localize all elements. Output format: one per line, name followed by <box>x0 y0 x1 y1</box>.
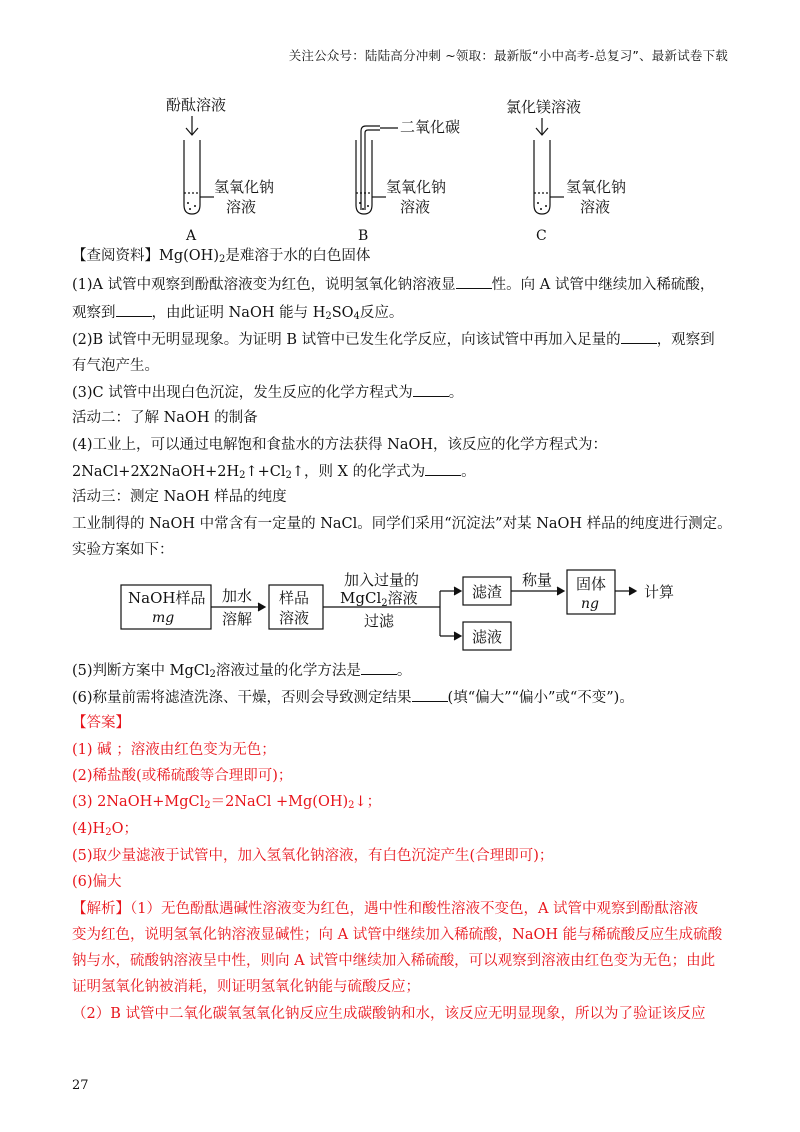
box-solution-bottom: 溶液 <box>279 609 310 627</box>
arrow1-top: 加水 <box>222 587 253 605</box>
arrow2-bottom: 过滤 <box>364 612 395 630</box>
answer-1: (1) 碱 ；溶液由红色变为无色； <box>72 742 276 758</box>
calc-label: 计算 <box>644 583 675 601</box>
q5-line: (5)判断方案中 MgCl$_2$溶液过量的化学方法是 。 <box>72 660 411 681</box>
q3-line: (3)C 试管中出现白色沉淀，发生反应的化学方程式为 。 <box>72 382 463 403</box>
activity2-line: 活动二：了解 NaOH 的制备 <box>72 410 258 426</box>
page-header: 关注公众号：陆陆高分冲刺 ~领取：最新版“小中高考-总复习”、最新试卷下载 <box>288 48 728 63</box>
label-b-side1: 氢氧化钠 <box>386 178 447 196</box>
q2-line2: 有气泡产生。 <box>72 358 159 374</box>
label-c-side2: 溶液 <box>580 198 611 216</box>
label-c-side1: 氢氧化钠 <box>566 178 627 196</box>
box-solid-label: 固体 <box>576 575 607 593</box>
explanation-3: 钠与水，硫酸钠溶液呈中性，则向 A 试管中继续加入稀硫酸，可以观察到溶液由红色变为无色；由此 <box>72 953 716 969</box>
answer-6: (6)偏大 <box>72 874 122 890</box>
box-filtrate: 滤液 <box>472 628 503 646</box>
q6-line: (6)称量前需将滤渣洗涤、干燥，否则会导致测定结果 (填“偏大”“偏小”或“不变”)。 <box>72 687 634 708</box>
explanation-5: （2）B 试管中二氧化碳氧氢氧化钠反应生成碳酸钠和水，该反应无明显现象，所以为了验证该反应 <box>72 1006 706 1022</box>
q2-line1: (2)B 试管中无明显现象。为证明 B 试管中已发生化学反应，向该试管中再加入足量的 ，观察到 <box>72 329 715 350</box>
label-b-top: 二氧化碳 <box>400 118 461 136</box>
box-residue: 滤渣 <box>472 583 503 601</box>
label-a-top: 酚酞溶液 <box>166 96 227 114</box>
box-solid-mass: ng <box>581 596 599 612</box>
q1-line2: 观察到 ，由此证明 NaOH 能与 $H_2SO_4$反应。 <box>72 302 403 323</box>
q4-line2: $2NaCl+2X2NaOH+2H_2↑+Cl_2↑$，则 X 的化学式为 。 <box>72 461 476 482</box>
answer-3: (3) 2NaOH+MgCl$_2$＝2NaCl $+Mg(OH)_2↓$； <box>72 794 382 811</box>
label-b-side2: 溶液 <box>400 198 431 216</box>
intro-line2: 实验方案如下： <box>72 542 174 558</box>
label-c-top: 氯化镁溶液 <box>506 98 582 116</box>
arrow3-label: 称量 <box>522 571 553 589</box>
arrow2-reagent: MgCl$_2$溶液 <box>340 589 418 609</box>
label-a: A <box>186 228 197 244</box>
q4-line1: (4)工业上，可以通过电解饱和食盐水的方法获得 NaOH，该反应的化学方程式为： <box>72 437 608 453</box>
label-a-side2: 溶液 <box>226 198 257 216</box>
box-solution-top: 样品 <box>279 589 310 607</box>
answer-2: (2)稀盐酸(或稀硫酸等合理即可)； <box>72 768 293 784</box>
box-sample-label: NaOH样品 <box>128 589 206 607</box>
intro-line1: 工业制得的 NaOH 中常含有一定量的 NaCl。同学们采用“沉淀法”对某 NaOH 样品的纯度进行测定。 <box>72 516 732 532</box>
q1-line1: (1)A 试管中观察到酚酞溶液变为红色，说明氢氧化钠溶液显 性。向 A 试管中继续加入稀硫酸， <box>72 274 714 295</box>
box-sample-mass: mg <box>152 610 175 626</box>
label-b: B <box>358 228 369 244</box>
page-number: 27 <box>72 1078 89 1093</box>
arrow2-top: 加入过量的 <box>344 571 420 589</box>
label-a-side1: 氢氧化钠 <box>214 178 275 196</box>
answer-4: $(4)H_2O$； <box>72 821 138 838</box>
answer-title: 【答案】 <box>72 715 130 731</box>
ref-line: 【查阅资料】$Mg(OH)_2$是难溶于水的白色固体 <box>72 248 371 265</box>
activity3-line: 活动三：测定 NaOH 样品的纯度 <box>72 489 287 505</box>
explanation-2: 变为红色，说明氢氧化钠溶液显碱性；向 A 试管中继续加入稀硫酸，NaOH 能与稀硫酸反应生成硫酸 <box>72 927 723 943</box>
arrow1-bottom: 溶解 <box>222 610 253 628</box>
explanation-4: 证明氢氧化钠被消耗，则证明氢氧化钠能与硫酸反应； <box>72 979 420 995</box>
label-c: C <box>536 228 547 244</box>
explanation-1: 【解析】（1）无色酚酞遇碱性溶液变为红色，遇中性和酸性溶液不变色，A 试管中观察到酚酞溶液 <box>72 901 699 917</box>
answer-5: (5)取少量滤液于试管中，加入氢氧化钠溶液，有白色沉淀产生(合理即可)； <box>72 848 554 864</box>
